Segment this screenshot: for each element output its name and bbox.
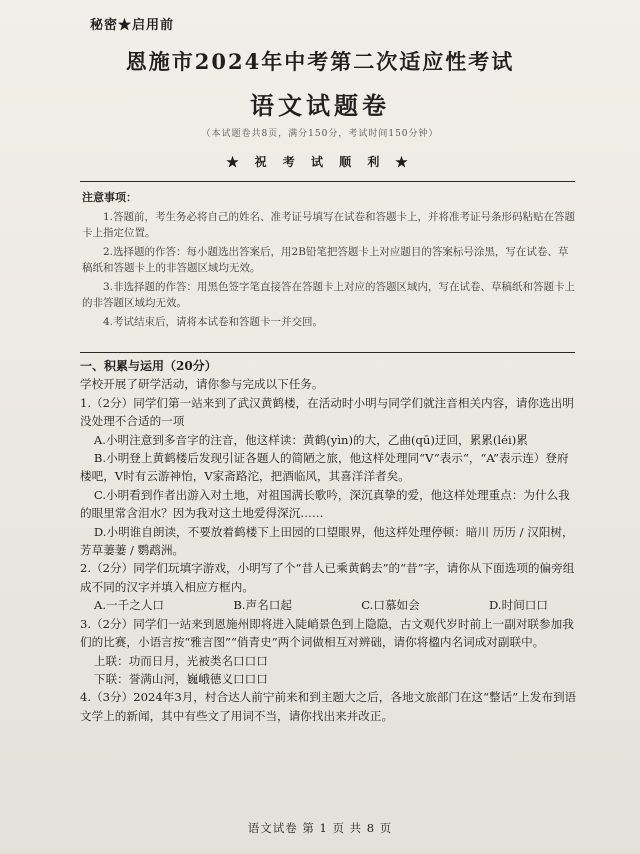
choice-c: C.口慕如会: [361, 598, 420, 613]
choice-d: D.时间口口: [489, 598, 548, 613]
notice-heading: 注意事项：: [82, 191, 137, 204]
notice-item: 4.考试结束后，请将本试卷和答题卡一并交回。: [103, 316, 324, 328]
notice-item: 3.非选择题的作答：用黑色签字笔直接答在答题卡上对应的答题区域内，写在试卷、草稿纸和答题卡上的非答题区域均无效。: [82, 281, 576, 309]
question-1-option-b: B.小明登上黄鹤楼后发现引证各题人的简陋之旅，他这样处理同“V”表示“，“A”表示连）登府楼吧，V时有云游神怡，V家斋路沱，把酒临风，其喜洋洋者矣。: [80, 451, 569, 484]
notice-block: [82, 190, 576, 333]
good-luck-banner: ★ 祝 考 试 顺 利 ★: [226, 155, 414, 169]
question-1-option-c: C.小明看到作者出游入对土地，对祖国满长歌吟，深沉真挚的爱，他这样处理重点：为什么我的眼里常含泪水？因为我对这土地爱得深沉……: [80, 487, 570, 521]
question-3-stem: 3.（2分）同学们一站来到恩施州即将进入陡峭景色到上隐隐，古文观代岁时前上一副对联参加我们的比赛，小语言按“雅言图”“俏青史”两个词做相互对辨础，请你将楹内名词成对副联中。: [80, 616, 574, 650]
question-1-option-d: D.小明谁自朗读，不要放着鹤楼下上田园的口望眼界，他这样处理停顿：暗川 历历 / 汉阳树，芳草萋萋 / 鹦鹉洲。: [80, 524, 574, 558]
question-1-option-a: A.小明注意到多音字的注音，他这样读：黄鹤(yìn)的大，乙曲(qū)迂回，累累(léi)累: [93, 432, 528, 447]
question-1-stem: 1.（2分）同学们第一站来到了武汉黄鹤楼，在活动时小明与同学们就注音相关内容，请你选出明没处理不合适的一项: [80, 395, 574, 429]
section-heading: 一、积累与运用（20分）: [80, 359, 217, 373]
exam-note: （本试题卷共8页，满分150分，考试时间150分钟）: [201, 129, 439, 139]
choice-b: B.声名口起: [233, 598, 292, 613]
notice-item: 2.选择题的作答：每小题选出答案后，用2B铅笔把答题卡上对应题目的答案标号涂黑，写在试卷、草稿纸和答题卡上的非答题区域均无效。: [82, 246, 569, 274]
notice-item: 1.答题前，考生务必将自己的姓名、准考证号填写在试卷和答题卡上，并将准考证号条形码粘贴在答题卡上指定位置。: [82, 211, 576, 239]
question-4-stem: 4.（3分）2024年3月，村合达人前宁前来和到主题大之后，各地文旅部门在这“整话”上发布到语文学上的新闻，其中有些文了用词不当，请你找出来并改正。: [80, 690, 577, 723]
section-intro: 学校开展了研学活动，请你参与完成以下任务。: [80, 377, 324, 392]
question-2-choices: [80, 596, 578, 614]
question-2-stem: 2.（2分）同学们玩填字游戏，小明写了个“昔人已乘黄鹤去”的“昔”字，请你从下面选项的偏旁组成不同的汉字并填入相应方框内。: [80, 561, 575, 594]
choice-a: A.一千之人口: [94, 598, 165, 613]
secret-label: 秘密★启用前: [90, 18, 175, 33]
divider-bottom: [80, 352, 575, 353]
exam-title: 恩施市2024年中考第二次适应性考试: [125, 49, 515, 74]
couplet-lower: 下联：誉满山河，巍峨德义口口口: [93, 671, 268, 686]
question-section: [80, 357, 578, 725]
couplet-upper: 上联：功而日月，光被类名口口口: [93, 653, 268, 668]
divider-top: [80, 181, 575, 182]
paper-subtitle: 语文试题卷: [250, 91, 390, 120]
page-footer: 语文试卷 第 1 页 共 8 页: [247, 821, 393, 835]
